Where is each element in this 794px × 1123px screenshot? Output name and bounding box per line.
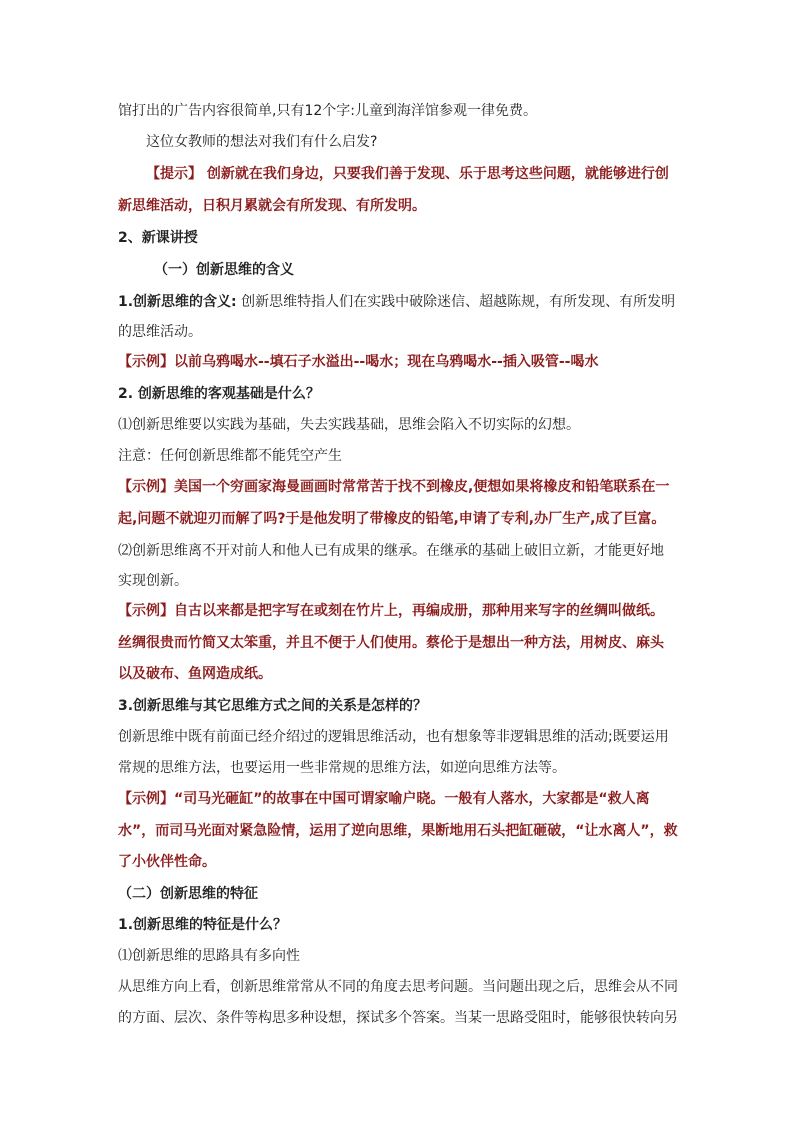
example-line-cont: 起,问题不就迎刃而解了吗?于是他发明了带橡皮的铅笔,申请了专利,办厂生产,成了巨富。 xyxy=(118,511,666,527)
example-label: 【示例】 xyxy=(118,791,174,807)
example-label: 【示例】 xyxy=(118,354,174,370)
example-line-cont: 丝绸很贵而竹简又太笨重，并且不便于人们使用。蔡伦于是想出一种方法，用树皮、麻头 xyxy=(118,635,664,651)
hint-line: 【提示】 创新就在我们身边，只要我们善于发现、乐于思考这些问题，就能够进行创 xyxy=(146,166,669,182)
question-line: 这位女教师的想法对我们有什么启发? xyxy=(146,134,378,150)
section-heading: 2、新课讲授 xyxy=(118,230,198,246)
example-line: 【示例】以前乌鸦喝水--填石子水溢出--喝水；现在乌鸦喝水--插入吸管--喝水 xyxy=(118,354,599,370)
text-line: ⑵创新思维离不开对前人和他人已有成果的继承。在继承的基础上破旧立新，才能更好地 xyxy=(118,543,664,559)
example-line-cont: 了小伙伴性命。 xyxy=(118,854,216,870)
example-line: 【示例】自古以来都是把字写在或刻在竹片上，再编成册，那种用来写字的丝绸叫做纸。 xyxy=(118,603,664,619)
example-label: 【示例】 xyxy=(118,479,174,495)
text-line: 创新思维中既有前面已经介绍过的逻辑思维活动，也有想象等非逻辑思维的活动;既要运用 xyxy=(118,729,669,745)
example-line-cont: 以及破布、鱼网造成纸。 xyxy=(118,666,272,682)
text-line: 的方面、层次、条件等构思多种设想，探试多个答案。当某一思路受阻时，能够很快转向另 xyxy=(118,1010,678,1026)
example-line-cont: 水”，而司马光面对紧急险情，运用了逆向思维，果断地用石头把缸砸破，“让水离人”，救 xyxy=(118,823,678,839)
text-line: 馆打出的广告内容很简单,只有12个字:儿童到海洋馆参观一律免费。 xyxy=(118,103,537,119)
note-line: 注意：任何创新思维都不能凭空产生 xyxy=(118,448,342,464)
subsection-heading: （二）创新思维的特征 xyxy=(118,886,258,902)
definition-line: 1.创新思维的含义: 创新思维特指人们在实践中破除迷信、超越陈规，有所发现、有所发明 xyxy=(118,294,676,310)
text-line: ⑴创新思维要以实践为基础，失去实践基础，思维会陷入不切实际的幻想。 xyxy=(118,417,580,433)
example-label: 【示例】 xyxy=(118,603,174,619)
subsection-heading: （一）创新思维的含义 xyxy=(154,262,294,278)
question-heading: 1.创新思维的特征是什么？ xyxy=(118,917,288,933)
question-heading: 3.创新思维与其它思维方式之间的关系是怎样的？ xyxy=(118,698,428,714)
text-line: 常规的思维方法，也要运用一些非常规的思维方法，如逆向思维方法等。 xyxy=(118,760,566,776)
hint-line-cont: 新思维活动，日积月累就会有所发现、有所发明。 xyxy=(118,198,426,214)
hint-label: 【提示】 xyxy=(146,166,202,182)
example-line: 【示例】美国一个穷画家海曼画画时常常苦于找不到橡皮,便想如果将橡皮和铅笔联系在一 xyxy=(118,479,670,495)
text-line: 从思维方向上看，创新思维常常从不同的角度去思考问题。当问题出现之后，思维会从不同 xyxy=(118,979,678,995)
example-line: 【示例】“司马光砸缸”的故事在中国可谓家喻户晓。一般有人落水，大家都是“救人离 xyxy=(118,791,650,807)
text-line: ⑴创新思维的思路具有多向性 xyxy=(118,948,300,964)
text-line: 实现创新。 xyxy=(118,573,188,589)
question-heading: 2. 创新思维的客观基础是什么？ xyxy=(118,386,320,402)
text-line: 的思维活动。 xyxy=(118,324,202,340)
